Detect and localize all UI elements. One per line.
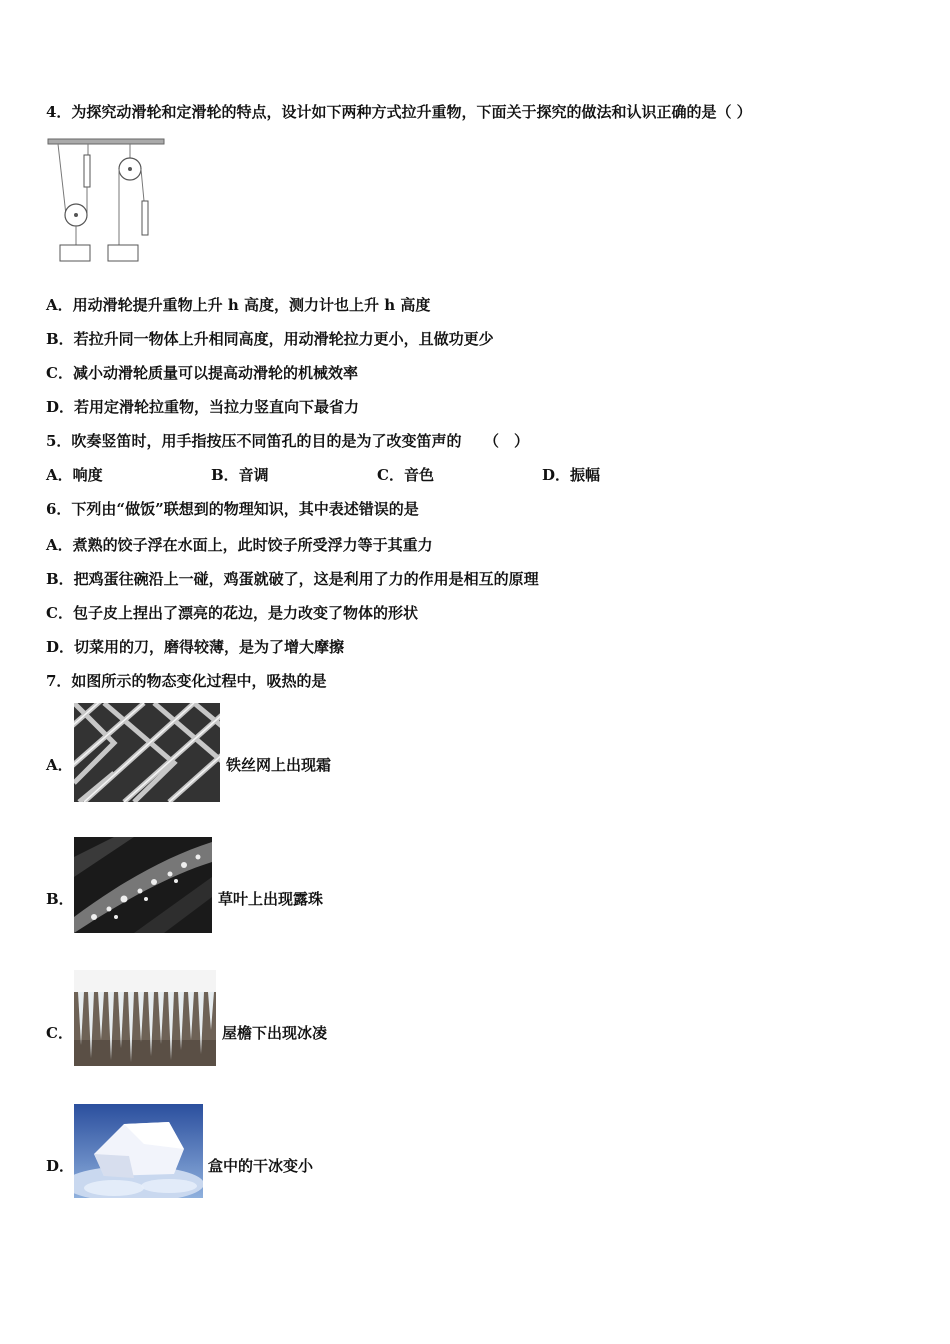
pulley-diagram-svg [46,135,168,265]
q7-stem: 7．如图所示的物态变化过程中，吸热的是 [46,672,327,690]
frost-wire-mesh-photo [74,703,220,802]
q4-option-b: B．若拉升同一物体上升相同高度，用动滑轮拉力更小，且做功更少 [46,330,494,348]
q6-option-b: B．把鸡蛋往碗沿上一碰，鸡蛋就破了，这是利用了力的作用是相互的原理 [46,570,539,588]
q7-option-c-caption: 屋檐下出现冰凌 [222,1024,328,1042]
q7-option-a-caption: 铁丝网上出现霜 [226,756,332,774]
dew-on-grass-photo [74,837,212,933]
q6-option-d: D．切菜用的刀，磨得较薄，是为了增大摩擦 [46,638,345,656]
q5-option-d: D．振幅 [542,466,601,484]
q7-option-c-label: C． [46,1024,73,1042]
q6-option-a: A．煮熟的饺子浮在水面上，此时饺子所受浮力等于其重力 [46,536,433,554]
q7-option-d-label: D． [46,1157,75,1175]
q6-stem: 6．下列由“做饭”联想到的物理知识，其中表述错误的是 [46,500,419,518]
dry-ice-photo [74,1104,203,1198]
icicles-under-eaves-photo [74,970,216,1066]
q5-stem: 5．吹奏竖笛时，用手指按压不同笛孔的目的是为了改变笛声的 （ ） [46,432,529,450]
pulley-diagram [46,135,168,265]
q7-option-a-label: A． [46,756,73,774]
q4-option-d: D．若用定滑轮拉重物，当拉力竖直向下最省力 [46,398,360,416]
q4-option-c: C．减小动滑轮质量可以提高动滑轮的机械效率 [46,364,358,382]
q5-option-b: B．音调 [211,466,269,484]
q6-option-c: C．包子皮上捏出了漂亮的花边，是力改变了物体的形状 [46,604,418,622]
q4-option-a: A．用动滑轮提升重物上升 h 高度，测力计也上升 h 高度 [46,296,431,314]
q7-option-d-caption: 盒中的干冰变小 [208,1157,314,1175]
q5-option-a: A．响度 [46,466,103,484]
q4-stem: 4．为探究动滑轮和定滑轮的特点，设计如下两种方式拉升重物，下面关于探究的做法和认识正确的是（ ） [46,103,752,121]
q7-option-b-label: B． [46,890,74,908]
q7-option-b-caption: 草叶上出现露珠 [218,890,324,908]
q5-option-c: C．音色 [377,466,434,484]
